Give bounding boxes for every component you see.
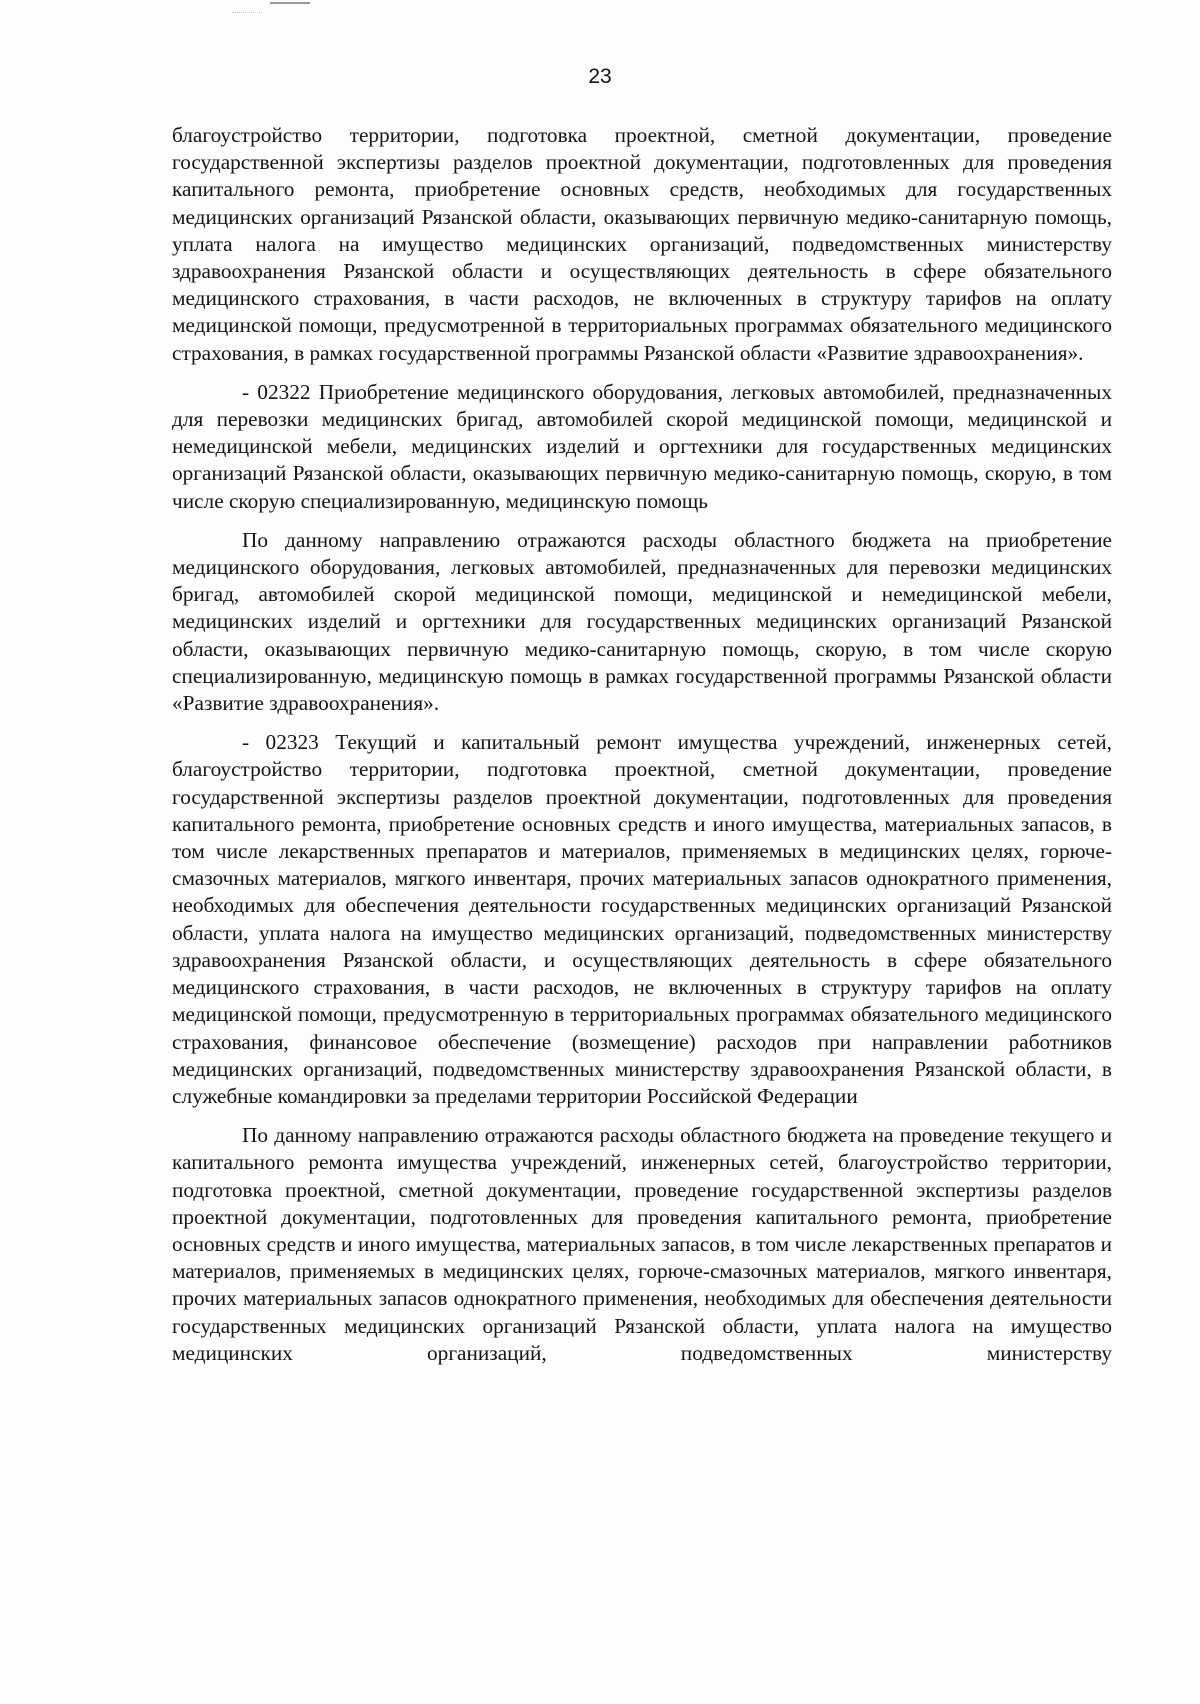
- paragraph-continuation: благоустройство территории, подготовка проектной, сметной документации, проведение государственной экспертизы разделов проектной документации, подготовленных для проведения капитального ремонта, приобретение основных средств, необходимых для государственных медицинских организаций Рязанской области, оказывающих первичную медико-санитарную помощь, уплата налога на имущество медицинских организаций, подведомственных министерству здравоохранения Рязанской области и осуществляющих деятельность в сфере обязательного медицинского страхования, в части расходов, не включенных в структуру тарифов на оплату медицинской помощи, предусмотренной в территориальных программах обязательного медицинского страхования, в рамках государственной программы Рязанской области «Развитие здравоохранения».: [172, 123, 1112, 365]
- scan-artifact: [270, 2, 310, 4]
- paragraph-description-02322: По данному направлению отражаются расходы областного бюджета на приобретение медицинского оборудования, легковых автомобилей, предназначенных для перевозки медицинских бригад, автомобилей скорой медицинской помощи, медицинской и немедицинской мебели, медицинских изделий и оргтехники для государственных медицинских организаций Рязанской области, оказывающих первичную медико-санитарную помощь, скорую, в том числе скорую специализированную, медицинскую помощь в рамках государственной программы Рязанской области «Развитие здравоохранения».: [172, 527, 1112, 716]
- paragraph-item-02322: - 02322 Приобретение медицинского оборудования, легковых автомобилей, предназначенных для перевозки медицинских бригад, автомобилей скорой медицинской помощи, медицинской и немедицинской мебели, медицинских изделий и оргтехники для государственных медицинских организаций Рязанской области, оказывающих первичную медико-санитарную помощь, скорую, в том числе скорую специализированную, медицинскую помощь: [172, 379, 1112, 513]
- paragraph-item-02323: - 02323 Текущий и капитальный ремонт имущества учреждений, инженерных сетей, благоустройство территории, подготовка проектной, сметной документации, проведение государственной экспертизы разделов проектной документации, подготовленных для проведения капитального ремонта, приобретение основных средств и иного имущества, материальных запасов, в том числе лекарственных препаратов и материалов, применяемых в медицинских целях, горюче-смазочных материалов, мягкого инвентаря, прочих материальных запасов однократного применения, необходимых для обеспечения деятельности государственных медицинских организаций Рязанской области, уплата налога на имущество медицинских организаций, подведомственных министерству здравоохранения Рязанской области, и осуществляющих деятельность в сфере обязательного медицинского страхования, в части расходов, не включенных в структуру тарифов на оплату медицинской помощи, предусмотренную в территориальных программах обязательного медицинского страхования, финансовое обеспечение (возмещение) расходов при направлении работников медицинских организаций, подведомственных министерству здравоохранения Рязанской области, в служебные командировки за пределами территории Российской Федерации: [172, 730, 1112, 1108]
- scan-artifact-dots: [232, 12, 262, 14]
- paragraph-description-02323: По данному направлению отражаются расходы областного бюджета на проведение текущего и капитального ремонта имущества учреждений, инженерных сетей, благоустройство территории, подготовка проектной, сметной документации, проведение государственной экспертизы разделов проектной документации, подготовленных для проведения капитального ремонта, приобретение основных средств и иного имущества, материальных запасов, в том числе лекарственных препаратов и материалов, применяемых в медицинских целях, горюче-смазочных материалов, мягкого инвентаря, прочих материальных запасов однократного применения, необходимых для обеспечения деятельности государственных медицинских организаций Рязанской области, уплата налога на имущество медицинских организаций, подведомственных министерству: [172, 1123, 1112, 1365]
- page-number: 23: [588, 65, 612, 88]
- document-body: [172, 122, 1112, 1367]
